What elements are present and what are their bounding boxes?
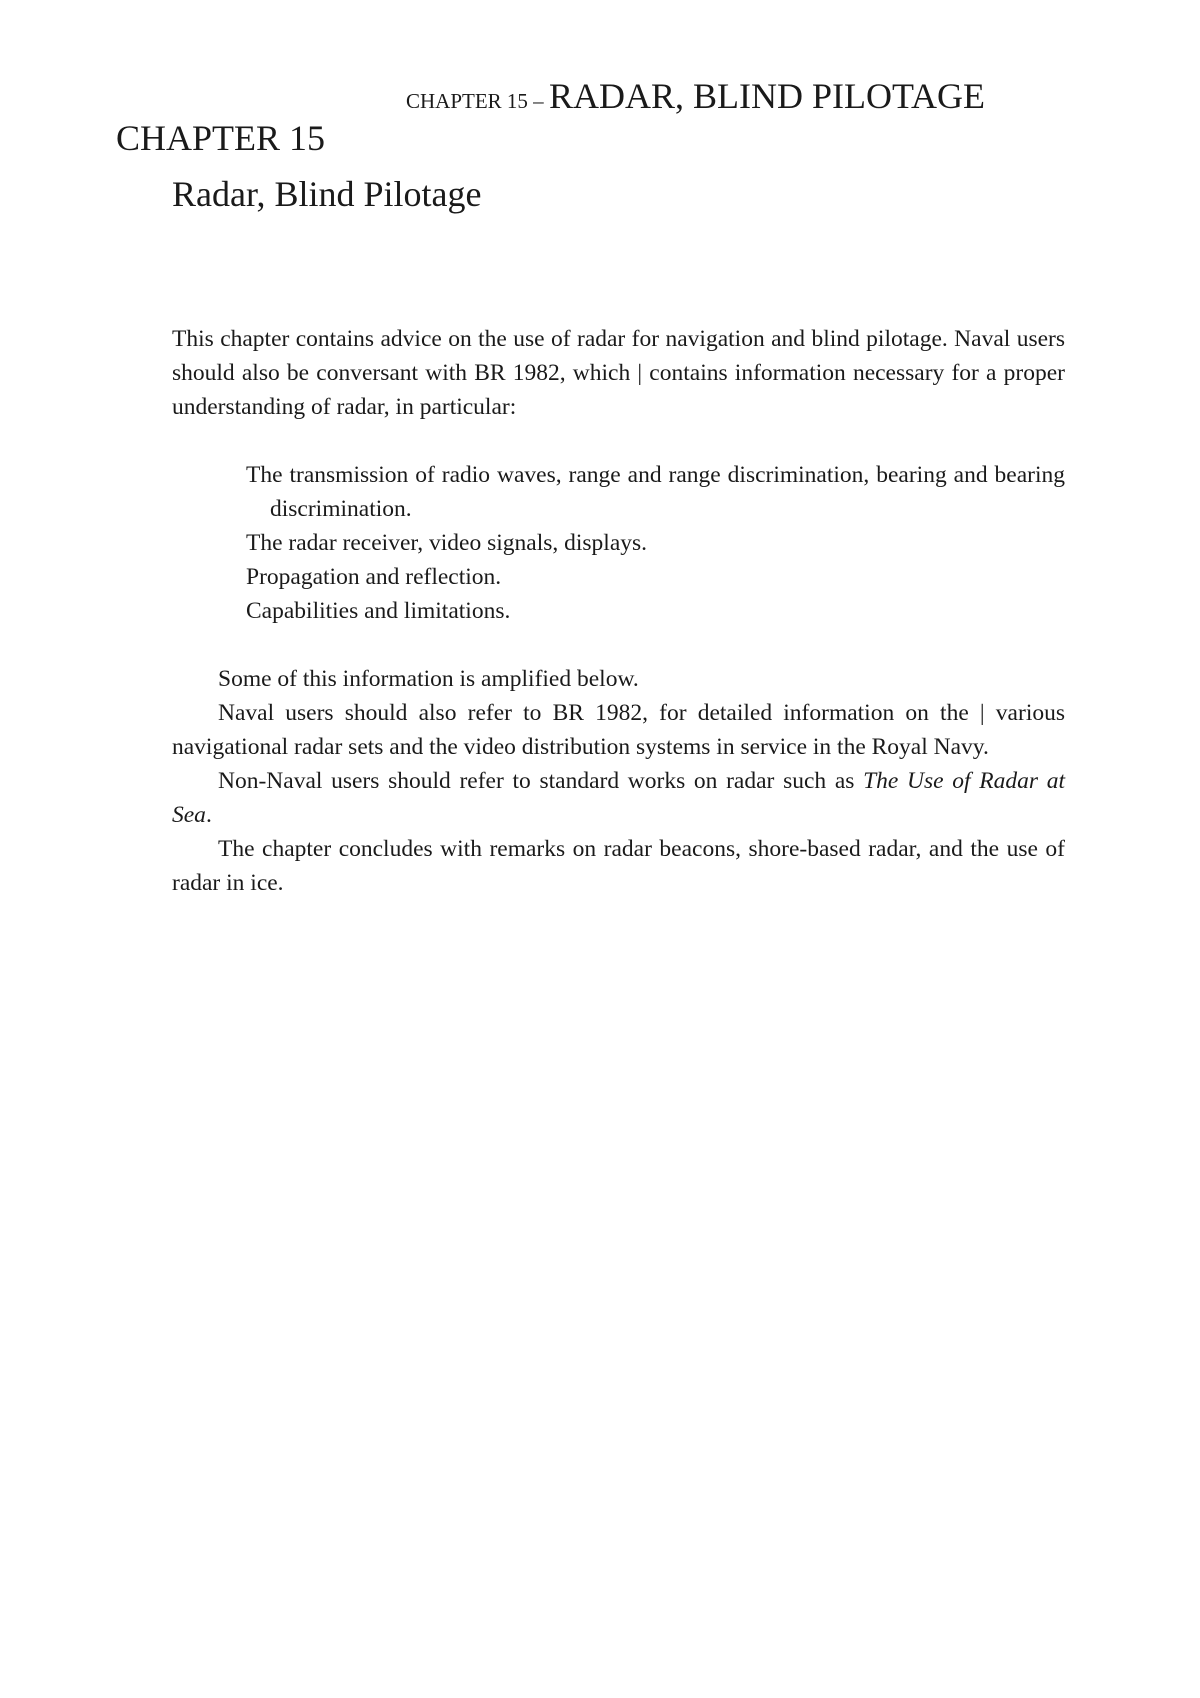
running-header-title: RADAR, BLIND PILOTAGE [548,76,986,116]
paragraph-text: Non-Naval users should refer to standard works on radar such as [218,768,864,794]
running-header-prefix: CHAPTER 15 – [406,89,549,113]
paragraph-text: . [205,802,212,828]
paragraph-non-naval-users [172,764,1065,832]
list-item: Capabilities and limitations. [246,598,511,624]
list-item: The transmission of radio waves, range and range discrimination, bearing and bearing discrimination. [246,462,1065,522]
topic-list [246,458,1065,628]
chapter-number: CHAPTER 15 [116,118,326,158]
list-item: Propagation and reflection. [246,564,502,590]
chapter-body [172,322,1065,900]
list-item: The radar receiver, video signals, displays. [246,530,648,556]
intro-paragraph: This chapter contains advice on the use of radar for navigation and blind pilotage. Naval users should also be conversant with BR 1982, which | contains information necessary for a proper understanding of radar, in particular: [172,326,1065,420]
running-header [406,78,1066,114]
paragraph-amplified: Some of this information is amplified below. [218,666,639,692]
chapter-title: Radar, Blind Pilotage [172,174,482,214]
paragraph-naval-users: Naval users should also refer to BR 1982, for detailed information on the | various navigational radar sets and the video distribution systems in service in the Royal Navy. [172,700,1065,760]
paragraph-conclusion: The chapter concludes with remarks on radar beacons, shore-based radar, and the use of radar in ice. [172,836,1065,896]
book-title: The Use of Radar at Sea [172,768,1065,828]
